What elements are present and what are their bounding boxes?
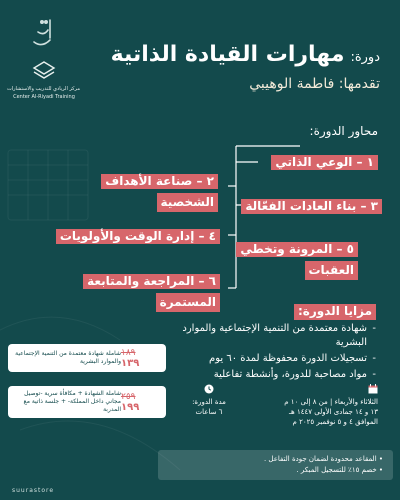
offer-card-premium <box>8 386 166 418</box>
axis-item-6-text-cont: المستمرة <box>156 293 220 312</box>
axis-item-2-text: ٢ – صناعة الأهداف <box>101 174 218 189</box>
old-price: ١٨٩ <box>121 347 136 358</box>
logo-name-en: Center Al-Riyadi Training <box>13 94 75 100</box>
benefits-heading <box>294 304 376 318</box>
schedule-hijri: ١٣ و ١٤ جمادى الأولى ١٤٤٧ هـ <box>289 408 378 416</box>
benefit-item: - شهادة معتمدة من التنمية الإجتماعية والموارد البشرية <box>176 322 376 350</box>
title-prefix: دورة: <box>350 50 380 65</box>
offer-card-basic-price <box>121 348 161 369</box>
new-price: ١٣٩ <box>121 357 140 369</box>
clock-icon <box>204 384 214 394</box>
offer-card-premium-price <box>121 392 161 413</box>
axis-item-5 <box>236 240 358 280</box>
axis-item-6-text: ٦ – المراجعة والمتابعة <box>83 274 220 289</box>
calendar-icon <box>368 384 378 394</box>
presenter-line: تقدمها: فاطمة الوهيبي <box>249 76 380 92</box>
schedule-days: الثلاثاء والأربعاء | من ٨ إلى ١٠ م <box>284 398 378 406</box>
axis-item-1 <box>271 153 378 171</box>
axis-item-2-text-cont: الشخصية <box>157 193 218 212</box>
axis-item-3 <box>241 197 382 215</box>
title-row <box>50 42 380 72</box>
offer-card-basic-text: شاملة شهادة معتمدة من التنمية الإجتماعية والموارد البشرية <box>15 350 121 365</box>
axis-item-2 <box>18 172 218 212</box>
offer-card-basic <box>8 344 166 372</box>
axis-item-4 <box>10 227 220 245</box>
benefit-item: - تسجيلات الدورة محفوظة لمدة ٦٠ يوم <box>176 352 376 366</box>
benefits-heading-text: مزايا الدورة: <box>294 304 376 320</box>
axes-heading: محاور الدورة: <box>309 124 378 138</box>
note-item: • خصم ١٥٪ للتسجيل المبكر . <box>296 466 383 474</box>
duration-label: مدة الدورة: <box>192 398 226 406</box>
schedule-date <box>268 384 378 427</box>
duration-value: ٦ ساعات <box>195 408 223 416</box>
axis-item-3-text: ٣ – بناء العادات الفعّالة <box>241 199 382 214</box>
schedule-gregorian: الموافق ٤ و ٥ نوفمبر ٢٠٢٥ م <box>292 418 378 426</box>
course-duration <box>184 384 234 417</box>
old-price: ٢٥٩ <box>121 391 136 402</box>
logo-name-ar: مركز الريادي للتدريب والاستشارات <box>7 86 80 92</box>
benefit-item: - مواد مصاحبة للدورة، وأنشطة تفاعلية <box>176 368 376 382</box>
notes-box <box>158 450 393 480</box>
axis-item-5-text: ٥ – المرونة وتخطي <box>236 242 358 257</box>
offer-card-premium-text: شاملة الشهادة + مكافأة سرية -توصيل مجاني داخل المملكة- + جلسة ذاتية مع المدربة <box>23 390 121 413</box>
new-price: ١٩٩ <box>121 401 140 413</box>
note-item: • المقاعد محدودة لضمان جودة التفاعل . <box>263 455 383 463</box>
axis-item-6 <box>36 272 220 312</box>
axis-item-1-text: ١ – الوعي الذاتي <box>271 155 378 170</box>
benefits-list <box>176 322 376 384</box>
axis-item-5-text-cont: العقبات <box>305 261 359 280</box>
footer-brand: suurastore <box>12 487 55 494</box>
page-title: مهارات القيادة الذاتية <box>110 42 345 67</box>
axis-item-4-text: ٤ – إدارة الوقت والأولويات <box>56 229 220 244</box>
